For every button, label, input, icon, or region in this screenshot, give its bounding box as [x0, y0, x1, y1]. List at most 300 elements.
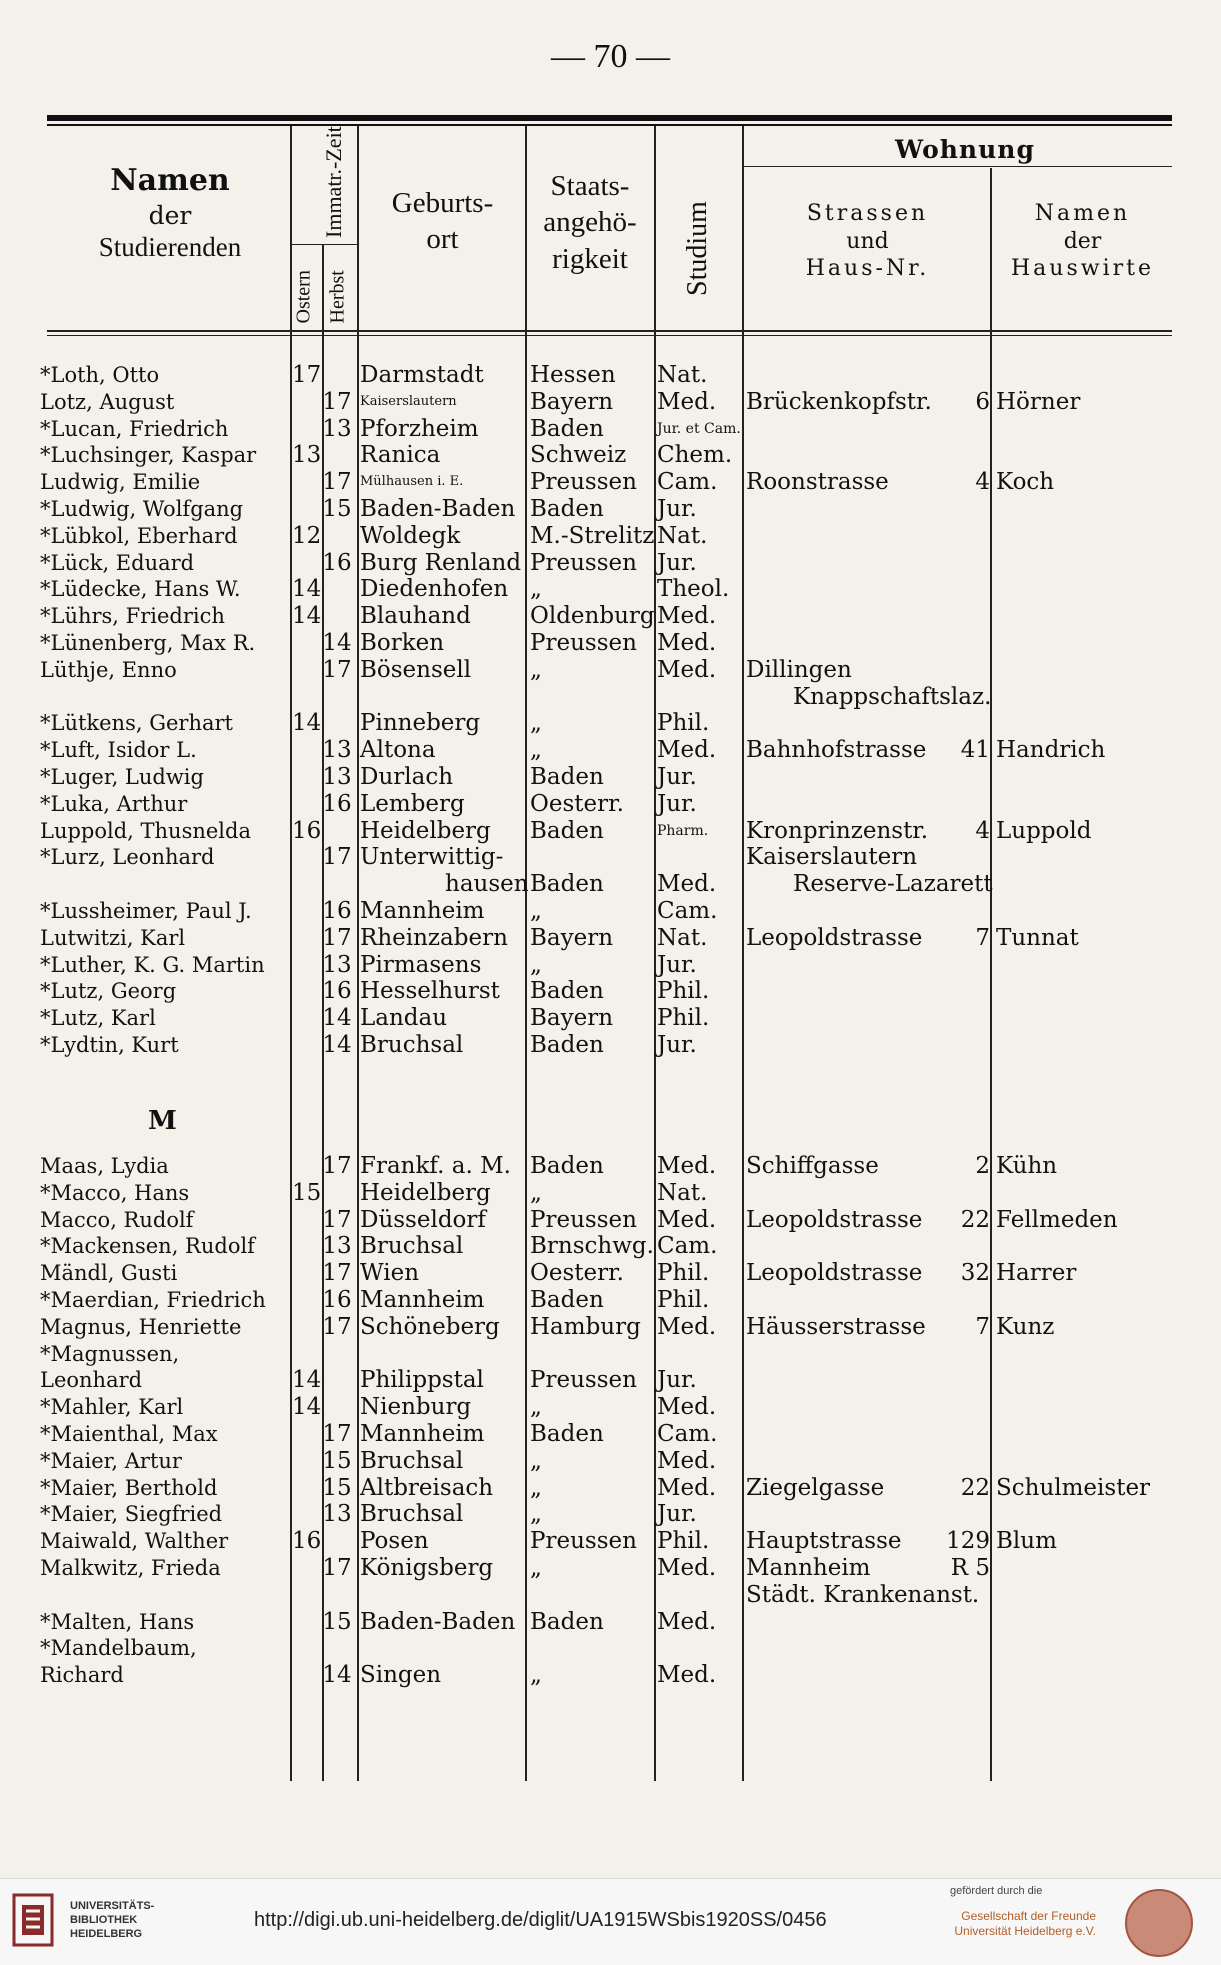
field-of-study: Jur. et Cam.: [657, 420, 741, 437]
birthplace: Mannheim: [360, 1287, 485, 1313]
birthplace: Mannheim: [360, 1421, 485, 1447]
state: Preussen: [530, 1206, 637, 1233]
immatr-herbst: 17: [322, 656, 352, 683]
immatr-ostern: 14: [292, 1394, 322, 1421]
house-number: 7: [975, 924, 990, 951]
immatr-ostern: 12: [292, 522, 322, 549]
table-row: [0, 1367, 1221, 1393]
birthplace: Bösensell: [360, 656, 472, 683]
student-name: *Maier, Siegfried: [40, 1502, 223, 1527]
immatr-ostern: 13: [292, 442, 322, 469]
field-of-study: Jur.: [657, 764, 697, 790]
field-of-study: Jur.: [657, 549, 697, 576]
field-of-study: Med.: [657, 1153, 717, 1179]
birthplace: Mülhausen i. E.: [360, 474, 464, 490]
header-names: Namen der Studierenden: [98, 163, 242, 262]
table-row: [0, 1207, 1221, 1233]
birthplace: Nienburg: [360, 1394, 472, 1421]
table-row: [0, 1032, 1221, 1058]
student-name: *Lussheimer, Paul J.: [40, 899, 252, 923]
landlord: Koch: [996, 469, 1055, 496]
student-name: *Maienthal, Max: [40, 1422, 218, 1446]
immatr-herbst: 14: [322, 1005, 352, 1032]
field-of-study: Phil.: [657, 1528, 710, 1555]
page-number: — 70 —: [551, 38, 670, 75]
immatr-herbst: 13: [322, 951, 352, 978]
birthplace: Hesselhurst: [360, 978, 500, 1005]
header-immatr: Immatr.-Zeit: [321, 126, 346, 238]
immatr-herbst: 13: [322, 1233, 352, 1260]
landlord: Kunz: [996, 1313, 1055, 1340]
birthplace: Wien: [360, 1260, 420, 1287]
field-of-study: Nat.: [657, 924, 708, 951]
table-row: [0, 416, 1221, 442]
table-row: [0, 1421, 1221, 1447]
state: Preussen: [530, 549, 637, 576]
table-row: [0, 791, 1221, 817]
table-row: [0, 630, 1221, 656]
immatr-ostern: 14: [292, 710, 322, 737]
immatr-ostern: 14: [292, 576, 322, 603]
landlord: Harrer: [996, 1260, 1077, 1287]
birthplace: Rheinzabern: [360, 924, 508, 951]
student-name: Richard: [40, 1663, 124, 1688]
birthplace: Borken: [360, 630, 445, 656]
street: Hauptstrasse: [746, 1528, 902, 1555]
immatr-ostern: 17: [292, 362, 322, 388]
header-wohnung: Wohnung: [895, 135, 1035, 164]
field-of-study: Med.: [657, 630, 717, 656]
library-name: UNIVERSITÄTS- BIBLIOTHEK HEIDELBERG: [70, 1900, 155, 1940]
field-of-study: Med.: [657, 1608, 717, 1635]
state: „: [530, 1662, 542, 1689]
field-of-study: Cam.: [657, 1233, 718, 1260]
field-of-study: Jur.: [657, 1501, 697, 1528]
student-name: Mändl, Gusti: [40, 1261, 178, 1286]
landlord: Kühn: [996, 1153, 1058, 1179]
student-name: *Luther, K. G. Martin: [40, 952, 265, 977]
field-of-study: Nat.: [657, 522, 708, 549]
state: Baden: [530, 1608, 604, 1635]
immatr-herbst: 16: [322, 790, 352, 817]
student-name: *Mackensen, Rudolf: [40, 1234, 255, 1259]
house-number: 7: [975, 1313, 990, 1340]
state: Baden: [530, 871, 604, 898]
table-row: [0, 1528, 1221, 1554]
student-name: *Lutz, Karl: [40, 1006, 156, 1031]
wohnung-rule: [742, 166, 1172, 167]
street: Mannheim: [746, 1555, 871, 1581]
street: Knappschaftslaz.: [793, 683, 992, 710]
field-of-study: Theol.: [657, 576, 730, 603]
state: Oesterr.: [530, 1260, 624, 1287]
landlord: Handrich: [996, 737, 1106, 764]
state: „: [530, 951, 542, 978]
source-url[interactable]: http://digi.ub.uni-heidelberg.de/diglit/UA1915WSbis1920SS/0456: [254, 1909, 827, 1931]
street: Leopoldstrasse: [746, 1260, 923, 1287]
table-row: [0, 362, 1221, 388]
state: Baden: [530, 1421, 604, 1447]
immatr-herbst: 16: [322, 1287, 352, 1313]
table-row: [0, 978, 1221, 1004]
birthplace: Schöneberg: [360, 1313, 500, 1340]
student-name: *Malten, Hans: [40, 1609, 195, 1634]
birthplace: Philippstal: [360, 1367, 484, 1394]
immatr-herbst: 17: [322, 469, 352, 496]
field-of-study: Med.: [657, 871, 717, 898]
field-of-study: Med.: [657, 1313, 717, 1340]
street: Ziegelgasse: [746, 1474, 885, 1501]
house-number: 41: [960, 737, 990, 764]
header-staat: Staats- angehö- rigkeit: [543, 170, 637, 275]
table-row: [0, 1582, 1221, 1608]
table-row: [0, 952, 1221, 978]
table-row: [0, 1180, 1221, 1206]
top-rule: [47, 115, 1172, 121]
table-row: [0, 1005, 1221, 1031]
immatr-herbst: 17: [322, 924, 352, 951]
birthplace: Frankf. a. M.: [360, 1153, 511, 1179]
field-of-study: Phil.: [657, 978, 710, 1005]
state: Baden: [530, 817, 604, 844]
state: Oldenburg: [530, 603, 655, 630]
immatr-herbst: 17: [322, 1555, 352, 1581]
field-of-study: Med.: [657, 656, 717, 683]
student-name: Lüthje, Enno: [40, 657, 177, 682]
field-of-study: Phil.: [657, 710, 710, 737]
table-row: [0, 710, 1221, 736]
table-row: [0, 898, 1221, 924]
immatr-herbst: 13: [322, 415, 352, 442]
state: Baden: [530, 764, 604, 790]
student-name: *Mahler, Karl: [40, 1395, 184, 1420]
field-of-study: Cam.: [657, 1421, 718, 1447]
table-row: [0, 1260, 1221, 1286]
state: Bayern: [530, 924, 614, 951]
birthplace: Woldegk: [360, 522, 461, 549]
field-of-study: Med.: [657, 1394, 717, 1421]
state: M.-Strelitz: [530, 522, 655, 549]
student-name: *Lutz, Georg: [40, 979, 177, 1004]
immatr-herbst: 15: [322, 496, 352, 522]
landlord: Blum: [996, 1528, 1057, 1555]
table-row: [0, 442, 1221, 468]
student-name: *Lurz, Leonhard: [40, 845, 215, 870]
field-of-study: Nat.: [657, 1179, 708, 1206]
street: Kronprinzenstr.: [746, 817, 929, 844]
state: Oesterr.: [530, 790, 624, 817]
immatr-ostern: 15: [292, 1179, 322, 1206]
table-row: [0, 1662, 1221, 1688]
street: Leopoldstrasse: [746, 924, 923, 951]
birthplace: Blauhand: [360, 603, 471, 630]
field-of-study: Med.: [657, 1555, 717, 1581]
immatr-herbst: 15: [322, 1447, 352, 1474]
field-of-study: Chem.: [657, 442, 733, 469]
street: Bahnhofstrasse: [746, 737, 927, 764]
state: „: [530, 576, 542, 603]
table-row: [0, 1153, 1221, 1179]
student-name: *Lydtin, Kurt: [40, 1033, 179, 1057]
student-name: *Maier, Berthold: [40, 1475, 218, 1500]
immatr-herbst: 13: [322, 1501, 352, 1528]
immatr-herbst: 16: [322, 978, 352, 1005]
table-row: [0, 925, 1221, 951]
landlord: Fellmeden: [996, 1206, 1118, 1233]
field-of-study: Jur.: [657, 790, 697, 817]
field-of-study: Phil.: [657, 1260, 710, 1287]
table-row: [0, 818, 1221, 844]
state: „: [530, 1501, 542, 1528]
birthplace: Diedenhofen: [360, 576, 509, 603]
field-of-study: Phil.: [657, 1287, 710, 1313]
section-letter: M: [148, 1106, 177, 1136]
immatr-herbst: 16: [322, 549, 352, 576]
table-row: [0, 1609, 1221, 1635]
immatr-herbst: 15: [322, 1474, 352, 1501]
state: Bayern: [530, 1005, 614, 1032]
table-row: [0, 684, 1221, 710]
immatr-herbst: 13: [322, 737, 352, 764]
street: Häusserstrasse: [746, 1313, 926, 1340]
state: Baden: [530, 496, 604, 522]
birthplace: Bruchsal: [360, 1233, 464, 1260]
table-row: [0, 1287, 1221, 1313]
table-row: [0, 550, 1221, 576]
immatr-herbst: 14: [322, 1662, 352, 1689]
student-name: *Lüdecke, Hans W.: [40, 577, 241, 602]
header-studium: Studium: [682, 201, 713, 296]
table-row: [0, 603, 1221, 629]
student-name: *Lünenberg, Max R.: [40, 631, 256, 655]
student-name: *Lütkens, Gerhart: [40, 711, 233, 736]
birthplace: Darmstadt: [360, 362, 484, 388]
birthplace: Heidelberg: [360, 1179, 491, 1206]
house-number: 2: [975, 1153, 990, 1179]
field-of-study: Pharm.: [657, 822, 709, 839]
house-number: R 5: [950, 1555, 990, 1581]
birthplace: Pirmasens: [360, 951, 482, 978]
immatr-ostern: 14: [292, 1367, 322, 1394]
birthplace: Burg Renland: [360, 549, 522, 576]
immatr-ostern: 14: [292, 603, 322, 630]
birthplace: Baden-Baden: [360, 496, 516, 522]
student-name: *Lübkol, Eberhard: [40, 523, 238, 548]
state: Preussen: [530, 1367, 637, 1394]
table-row: [0, 523, 1221, 549]
street: Reserve-Lazarett: [793, 871, 993, 898]
birthplace: Altona: [360, 737, 436, 764]
field-of-study: Med.: [657, 603, 717, 630]
field-of-study: Med.: [657, 1206, 717, 1233]
student-name: *Mandelbaum,: [40, 1636, 197, 1661]
header-strassen: Strassen und Haus-Nr.: [805, 201, 930, 281]
sponsor-text: gefördert durch die: [950, 1885, 1043, 1897]
state: „: [530, 1447, 542, 1474]
student-name: Macco, Rudolf: [40, 1207, 194, 1232]
state: Baden: [530, 1287, 604, 1313]
library-logo-icon: [12, 1893, 54, 1947]
state: „: [530, 656, 542, 683]
table-row: [0, 1635, 1221, 1661]
street: Schiffgasse: [746, 1153, 879, 1179]
table-row: [0, 389, 1221, 415]
header-geburtsort: Geburts- ort: [391, 187, 494, 256]
student-name: Luppold, Thusnelda: [40, 818, 251, 843]
field-of-study: Cam.: [657, 469, 718, 496]
state: Preussen: [530, 630, 637, 656]
state: „: [530, 898, 542, 924]
table-row: [0, 1233, 1221, 1259]
street: Dillingen: [746, 656, 852, 683]
house-number: 22: [960, 1206, 990, 1233]
immatr-herbst: 17: [322, 1260, 352, 1287]
field-of-study: Med.: [657, 1447, 717, 1474]
student-name: *Luger, Ludwig: [40, 765, 204, 789]
university-seal-icon: [1125, 1889, 1193, 1957]
state: Hessen: [530, 362, 616, 388]
footer-bar: [0, 1878, 1221, 1965]
immatr-herbst: 13: [322, 764, 352, 790]
student-name: *Macco, Hans: [40, 1180, 190, 1205]
student-name: *Ludwig, Wolfgang: [40, 497, 244, 521]
header-hauswirte: Namen der Hauswirte: [1010, 201, 1154, 281]
field-of-study: Jur.: [657, 951, 697, 978]
field-of-study: Med.: [657, 388, 717, 415]
field-of-study: Jur.: [657, 1032, 697, 1058]
table-row: [0, 737, 1221, 763]
street: Brückenkopfstr.: [746, 388, 932, 415]
state: „: [530, 710, 542, 737]
student-name: *Luka, Arthur: [40, 791, 188, 816]
table-row: [0, 1501, 1221, 1527]
state: Baden: [530, 1032, 604, 1058]
house-number: 6: [975, 388, 990, 415]
student-name: *Lucan, Friedrich: [40, 416, 229, 441]
immatr-herbst: 17: [322, 388, 352, 415]
student-name: *Magnussen,: [40, 1341, 180, 1366]
state: Baden: [530, 978, 604, 1005]
student-name: *Luft, Isidor L.: [40, 738, 197, 763]
field-of-study: Jur.: [657, 1367, 697, 1394]
header-bottom-rule: [47, 330, 1172, 332]
immatr-ostern: 16: [292, 1528, 322, 1555]
state: Schweiz: [530, 442, 627, 469]
state: „: [530, 1394, 542, 1421]
house-number: 32: [960, 1260, 990, 1287]
immatr-herbst: 15: [322, 1608, 352, 1635]
state: Preussen: [530, 1528, 637, 1555]
student-name: *Lück, Eduard: [40, 550, 195, 575]
header-herbst: Herbst: [326, 270, 349, 324]
student-name: Leonhard: [40, 1368, 143, 1393]
student-name: Lutwitzi, Karl: [40, 925, 186, 950]
house-number: 129: [946, 1528, 990, 1555]
table-row: [0, 1394, 1221, 1420]
table-row: [0, 844, 1221, 870]
state: Brnschwg.: [530, 1233, 654, 1260]
house-number: 4: [975, 469, 990, 496]
table-row: [0, 469, 1221, 495]
field-of-study: Phil.: [657, 1005, 710, 1032]
birthplace: Düsseldorf: [360, 1206, 486, 1233]
birthplace: hausen: [445, 871, 529, 898]
state: „: [530, 1474, 542, 1501]
birthplace: Unterwittig-: [360, 844, 504, 871]
immatr-herbst: 17: [322, 1206, 352, 1233]
immatr-ostern: 16: [292, 817, 322, 844]
state: „: [530, 737, 542, 764]
student-name: Magnus, Henriette: [40, 1314, 242, 1339]
immatr-herbst: 16: [322, 898, 352, 924]
table-row: [0, 1314, 1221, 1340]
birthplace: Altbreisach: [360, 1474, 494, 1501]
street: Roonstrasse: [746, 469, 889, 496]
field-of-study: Med.: [657, 1662, 717, 1689]
landlord: Schulmeister: [996, 1474, 1151, 1501]
landlord: Hörner: [996, 388, 1081, 415]
state: „: [530, 1555, 542, 1581]
table-row: [0, 576, 1221, 602]
student-name: *Maerdian, Friedrich: [40, 1288, 266, 1312]
birthplace: Mannheim: [360, 898, 485, 924]
table-row: [0, 1475, 1221, 1501]
house-number: 4: [975, 817, 990, 844]
street: Städt. Krankenanst.: [746, 1581, 980, 1608]
field-of-study: Med.: [657, 737, 717, 764]
table-row: [0, 764, 1221, 790]
birthplace: Posen: [360, 1528, 429, 1555]
top-rule-thin: [47, 124, 1172, 126]
table-row: [0, 1555, 1221, 1581]
street: Kaiserslautern: [746, 844, 918, 871]
house-number: 22: [960, 1474, 990, 1501]
student-name: *Luchsinger, Kaspar: [40, 443, 257, 468]
birthplace: Bruchsal: [360, 1447, 464, 1474]
table-row: [0, 871, 1221, 897]
immatr-herbst: 17: [322, 844, 352, 871]
table-row: [0, 1448, 1221, 1474]
birthplace: Kaiserslautern: [360, 393, 457, 409]
society-name: Gesellschaft der Freunde Universität Heidelberg e.V.: [954, 1909, 1096, 1938]
birthplace: Königsberg: [360, 1555, 494, 1581]
birthplace: Heidelberg: [360, 817, 491, 844]
table-row: [0, 657, 1221, 683]
field-of-study: Cam.: [657, 898, 718, 924]
student-name: Maiwald, Walther: [40, 1529, 229, 1554]
state: Preussen: [530, 469, 637, 496]
immatr-herbst: 17: [322, 1421, 352, 1447]
field-of-study: Jur.: [657, 496, 697, 522]
immatr-herbst: 17: [322, 1313, 352, 1340]
birthplace: Landau: [360, 1005, 448, 1032]
field-of-study: Med.: [657, 1474, 717, 1501]
birthplace: Pforzheim: [360, 415, 479, 442]
immatr-herbst: 14: [322, 630, 352, 656]
immatr-herbst: 14: [322, 1032, 352, 1058]
student-name: *Maier, Artur: [40, 1448, 182, 1473]
state: Hamburg: [530, 1313, 641, 1340]
table-row: [0, 1341, 1221, 1367]
state: „: [530, 1179, 542, 1206]
student-name: Malkwitz, Frieda: [40, 1556, 221, 1580]
student-name: Maas, Lydia: [40, 1154, 169, 1178]
birthplace: Lemberg: [360, 790, 465, 817]
birthplace: Bruchsal: [360, 1032, 464, 1058]
student-name: *Lührs, Friedrich: [40, 604, 225, 629]
birthplace: Singen: [360, 1662, 442, 1689]
landlord: Luppold: [996, 817, 1092, 844]
